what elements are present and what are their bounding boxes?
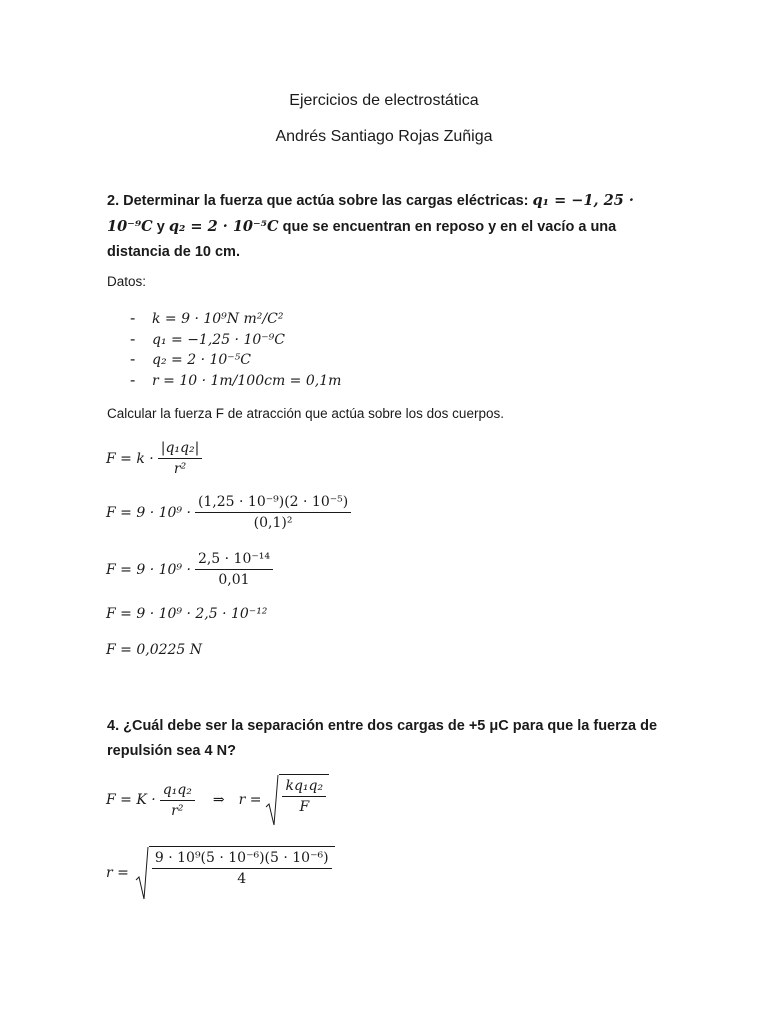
equation-result: F = 0,0225 N <box>106 642 203 658</box>
data-list <box>130 309 341 391</box>
equation-product: F = 9 · 10⁹ · 2,5 · 10⁻¹² <box>106 606 268 622</box>
problem-2-statement <box>107 188 647 265</box>
data-item-q2: - q₂ = 2 · 10⁻⁵C <box>130 351 251 368</box>
fraction: $\frac{\text{(1,25 · 10⁻⁹)(2 · 10⁻⁵)}}{\text{(0,1)²}}$ <box>195 494 351 531</box>
document-title: Ejercicios de electrostática <box>289 92 479 109</box>
connector-y: y <box>156 219 165 235</box>
problem-4-statement <box>107 714 667 764</box>
radical-sign-icon <box>265 774 279 826</box>
document-author: Andrés Santiago Rojas Zuñiga <box>275 128 493 145</box>
equation-r-substitution: r = $\frac{\text{9 · 10⁹(5 · 10⁻⁶)(5 · 10⁻⁶)}}{4}$ <box>106 846 335 900</box>
q2-value-inline: q₂ = 2 · 10⁻⁵C <box>168 218 279 235</box>
square-root <box>265 774 329 826</box>
data-item-k: - k = 9 · 10⁹N m²/C² <box>130 310 284 327</box>
equation-force-formula: F = k · $\frac{\text{|q₁q₂|}}{\text{r²}}$ <box>106 440 202 477</box>
instruction-text: Calcular la fuerza F de atracción que actúa sobre los dos cuerpos. <box>107 406 504 421</box>
problem-4-statement-line2: repulsión sea 4 N? <box>107 743 236 759</box>
fraction: $\frac{\text{q₁q₂}}{\text{r²}}$ <box>160 782 195 819</box>
problem-2-statement-part3: distancia de 10 cm. <box>107 244 240 260</box>
equation-coulomb-rearranged: F = K · $\frac{\text{q₁q₂}}{\text{r²}}$ ⇒ r = $\frac{\text{kq₁q₂}}{F}$ <box>106 774 329 826</box>
data-item-r: - r = 10 · 1m/100cm = 0,1m <box>130 371 342 389</box>
fraction: $\frac{\text{2,5 · 10⁻¹⁴}}{0,01}$ <box>195 551 273 588</box>
q1-value-inline-cont: 10⁻⁹C <box>107 218 153 235</box>
data-label: Datos: <box>107 274 147 289</box>
fraction: $\frac{\text{kq₁q₂}}{F}$ <box>282 778 326 815</box>
implies-arrow: ⇒ <box>212 792 225 808</box>
equation-substitution: F = 9 · 10⁹ · $\frac{\text{(1,25 · 10⁻⁹)(2 · 10⁻⁵)}}{\text{(0,1)²}}$ <box>106 494 351 531</box>
radical-sign-icon <box>135 846 149 900</box>
fraction: $\frac{\text{9 · 10⁹(5 · 10⁻⁶)(5 · 10⁻⁶)}}{4}$ <box>152 850 332 887</box>
square-root <box>135 846 335 900</box>
q1-value-inline: q₁ = −1, 25 · <box>532 192 634 209</box>
data-item-q1: - q₁ = −1,25 · 10⁻⁹C <box>130 330 285 348</box>
fraction: $\frac{\text{|q₁q₂|}}{\text{r²}}$ <box>158 440 203 477</box>
problem-2-statement-part1: 2. Determinar la fuerza que actúa sobre las cargas eléctricas: <box>107 193 529 209</box>
problem-2-statement-part2: que se encuentran en reposo y en el vacío a una <box>282 219 617 235</box>
problem-4-statement-line1: 4. ¿Cuál debe ser la separación entre dos cargas de +5 μC para que la fuerza de <box>107 718 658 734</box>
equation-simplified: F = 9 · 10⁹ · $\frac{\text{2,5 · 10⁻¹⁴}}{0,01}$ <box>106 551 273 588</box>
